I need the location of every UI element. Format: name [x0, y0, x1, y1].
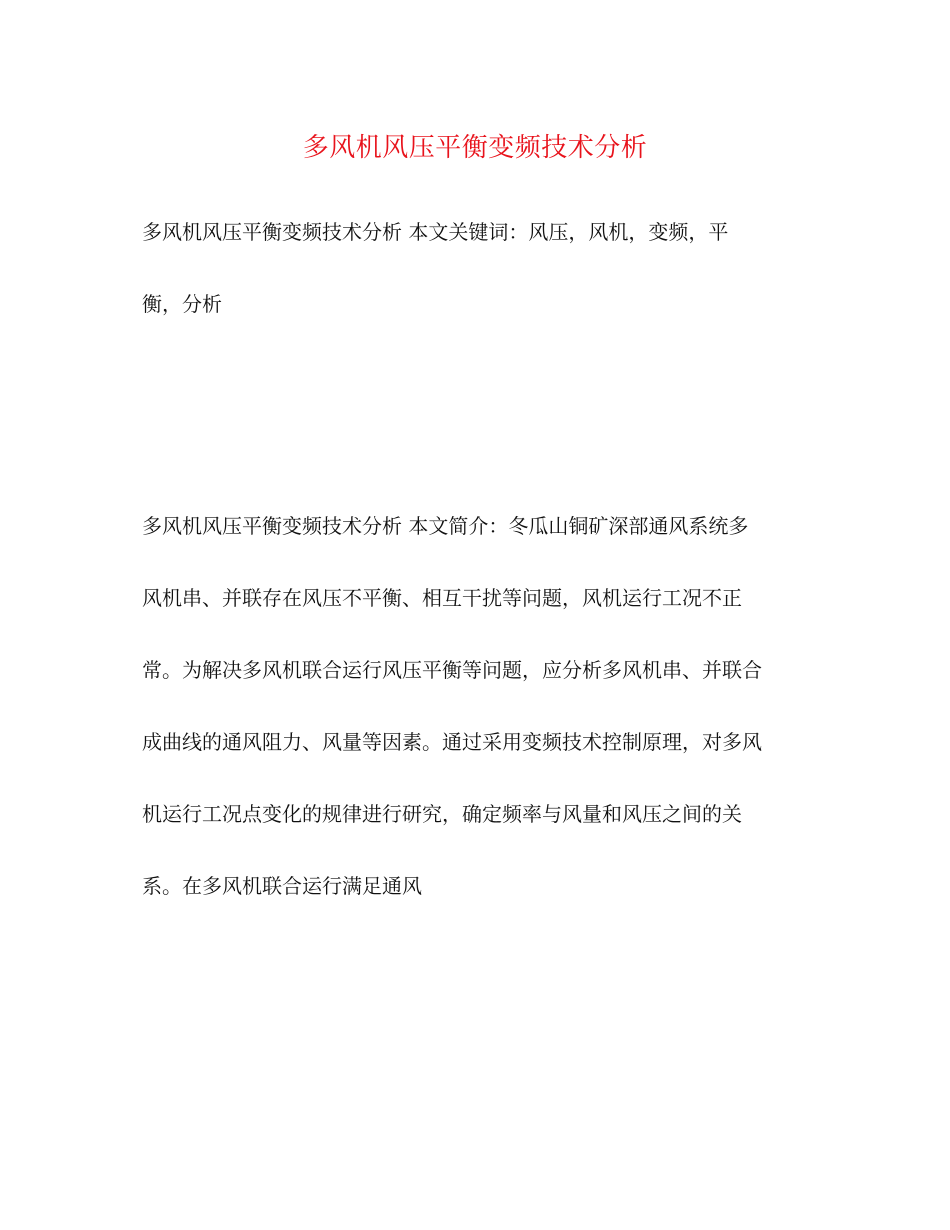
- intro-line: 成曲线的通风阻力、风量等因素。通过采用变频技术控制原理，对多风: [142, 730, 762, 754]
- keywords-line: 多风机风压平衡变频技术分析 本文关键词：风压，风机，变频，平: [142, 220, 729, 244]
- intro-line: 多风机风压平衡变频技术分析 本文简介：冬瓜山铜矿深部通风系统多: [142, 514, 749, 538]
- intro-line: 系。在多风机联合运行满足通风: [142, 874, 422, 898]
- keywords-paragraph: [142, 196, 816, 340]
- intro-line: 风机串、并联存在风压不平衡、相互干扰等问题，风机运行工况不正: [142, 586, 742, 610]
- intro-paragraph: [142, 490, 816, 922]
- intro-line: 机运行工况点变化的规律进行研究，确定频率与风量和风压之间的关: [142, 802, 742, 826]
- intro-line: 常。为解决多风机联合运行风压平衡等问题，应分析多风机串、并联合: [142, 658, 762, 682]
- keywords-line: 衡，分析: [142, 292, 222, 316]
- document-title: 多风机风压平衡变频技术分析: [302, 133, 648, 163]
